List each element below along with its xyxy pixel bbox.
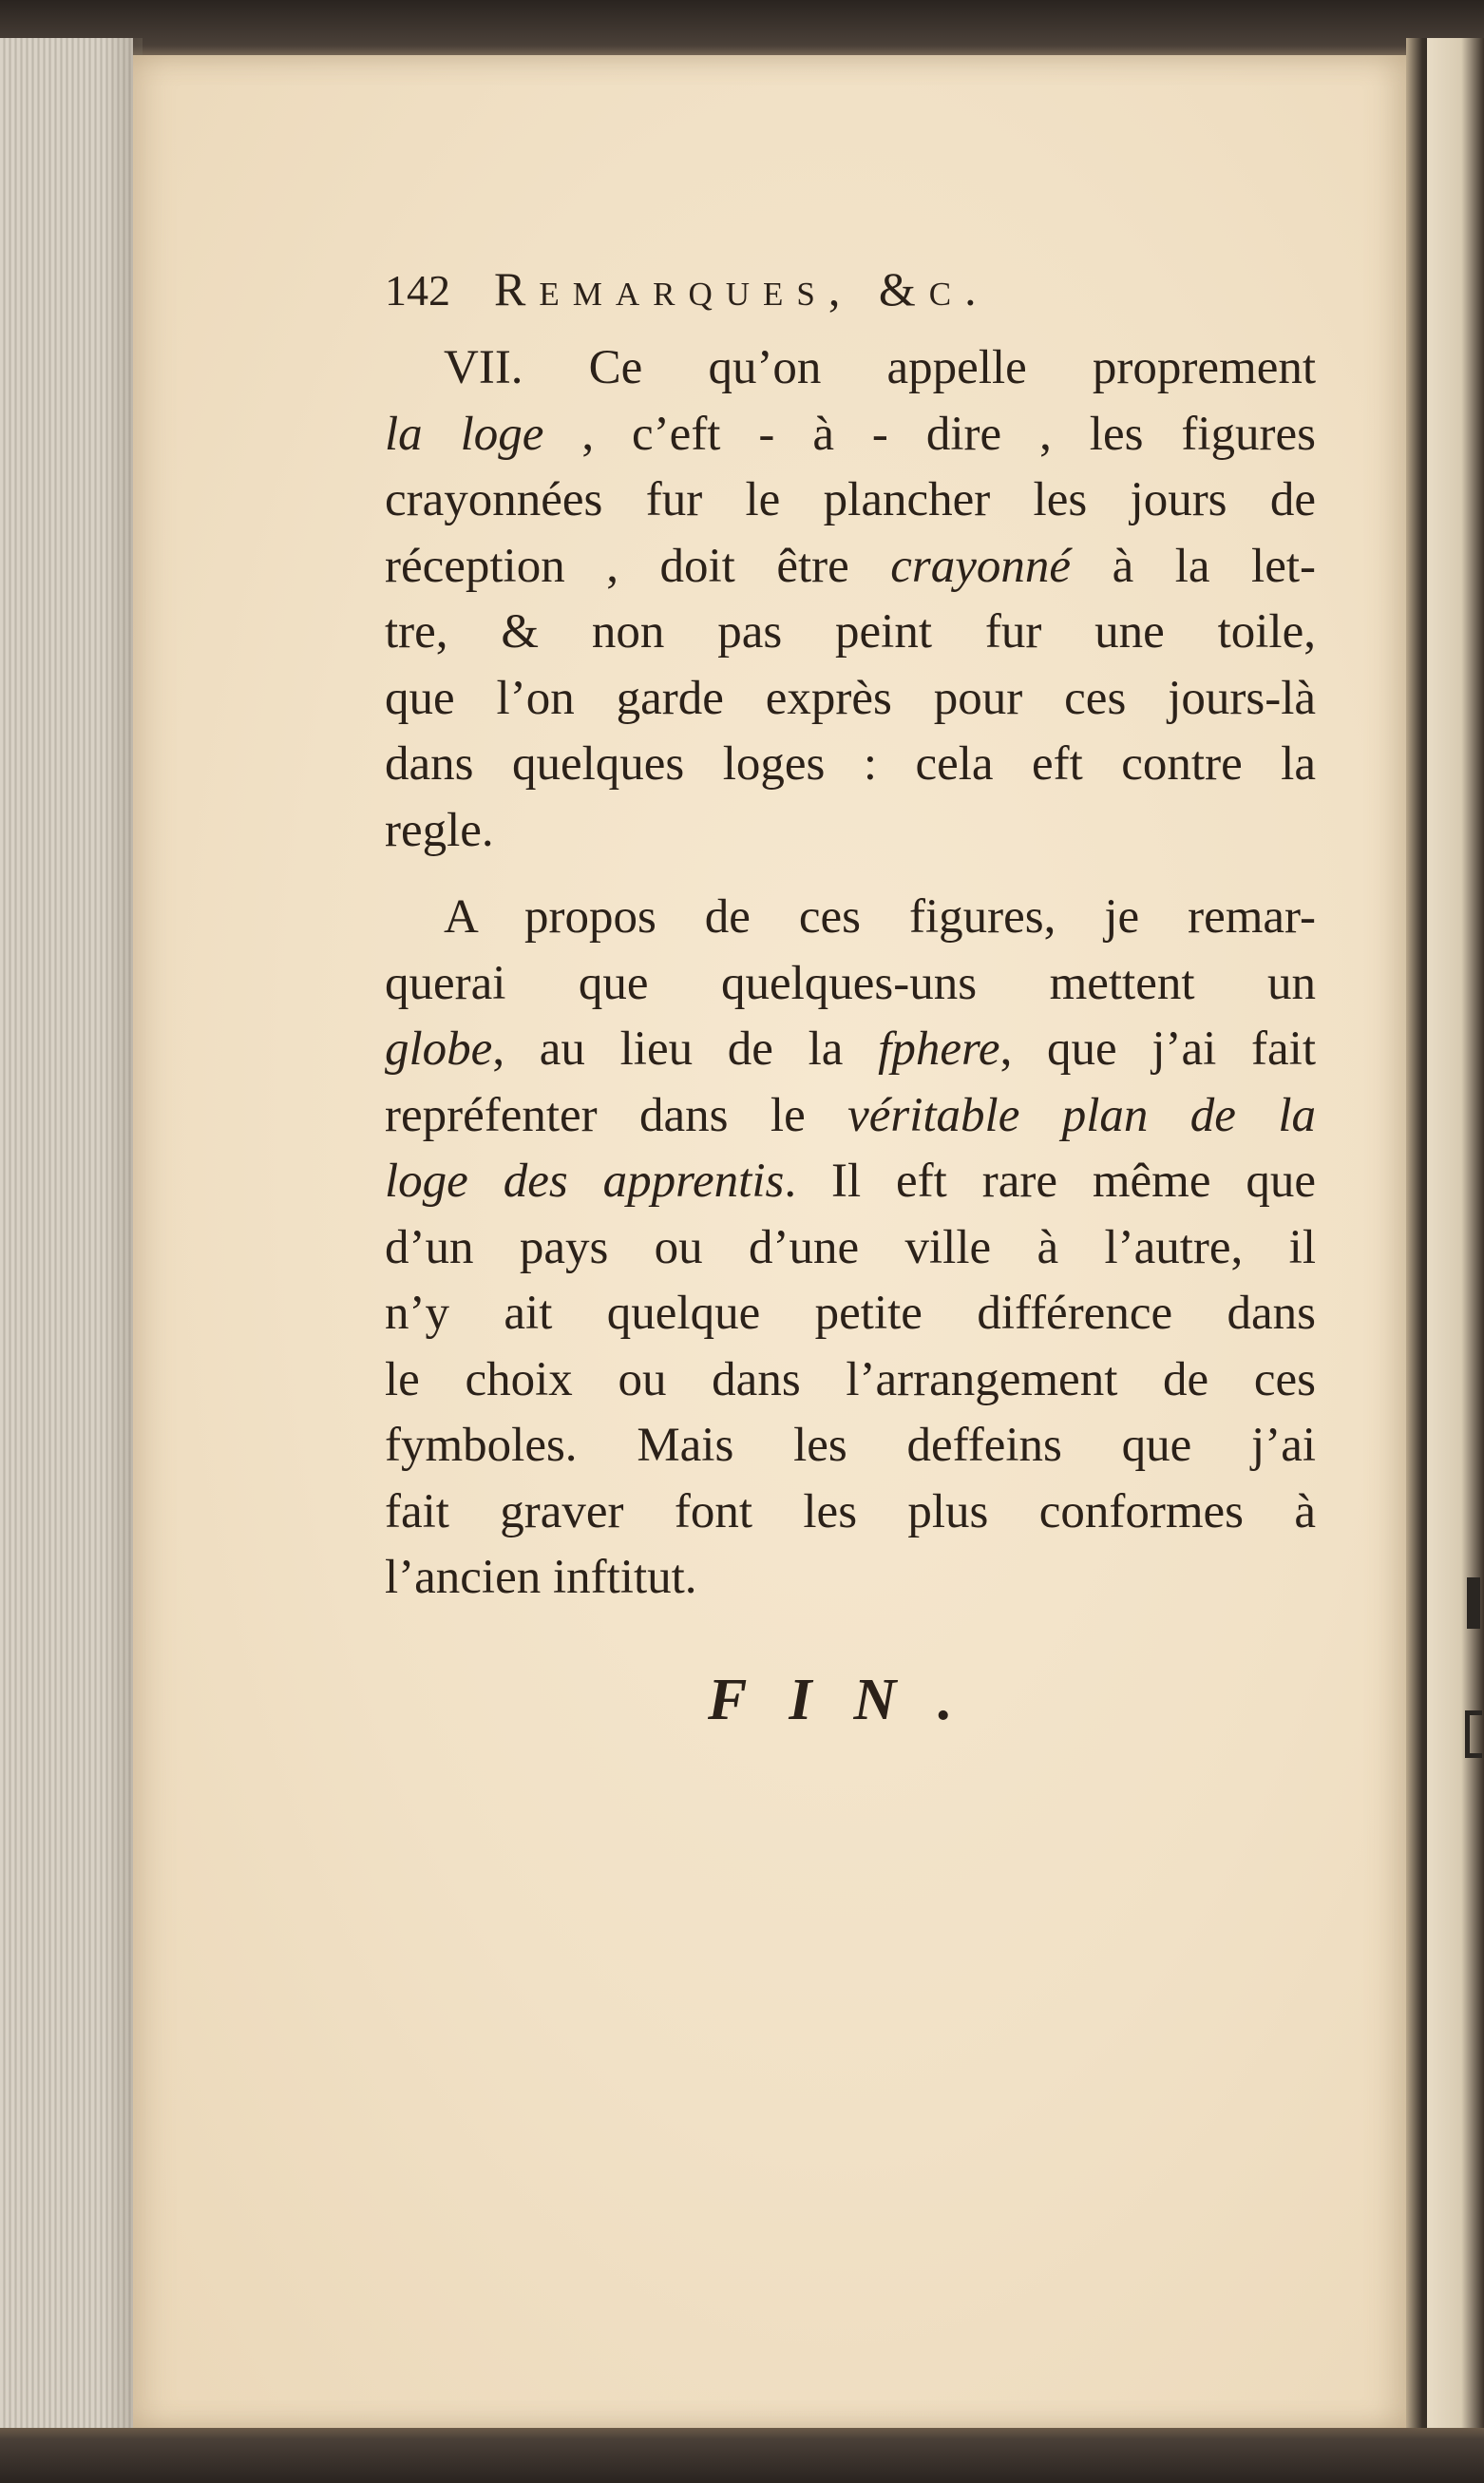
text-line: globe, au lieu de la fphere, que j’ai fait (385, 1022, 1316, 1076)
facing-page-mark-bottom (1465, 1710, 1482, 1758)
text-line: VII. Ce qu’on appelle proprement (444, 341, 1316, 394)
text-line: que l’on garde exprès pour ces jours-là (385, 671, 1316, 725)
facing-page-mark-top (1467, 1577, 1480, 1629)
page-text (385, 261, 1316, 1734)
running-head (385, 261, 1316, 330)
text-line: querai que quelques-uns mettent un (385, 956, 1316, 1010)
italic-term: globe (385, 1022, 493, 1076)
italic-term: la loge (385, 407, 544, 461)
text-line: réception , doit être crayonné à la let- (385, 539, 1316, 593)
text-line: l’ancien inftitut. (385, 1551, 697, 1604)
paragraph-gap (385, 864, 1316, 885)
text-line: regle. (385, 803, 494, 857)
book-cover-bottom (0, 2428, 1484, 2483)
page-number: 142 (385, 266, 450, 315)
text-line: fymboles. Mais les deffeins que j’ai (385, 1419, 1316, 1472)
text-line: A propos de ces figures, je remar- (444, 890, 1316, 944)
text-line: crayonnées fur le plancher les jours de (385, 473, 1316, 526)
text-line: loge des apprentis. Il eft rare même que (385, 1155, 1316, 1208)
italic-term: fphere (878, 1022, 1000, 1076)
running-title: Remarques, &c. (494, 262, 990, 315)
book-cover-top (0, 0, 1484, 57)
italic-term: loge des apprentis (385, 1155, 785, 1208)
paragraph-1 (385, 335, 1316, 864)
text-line: d’un pays ou d’une ville à l’autre, il (385, 1220, 1316, 1274)
text-line: fait graver font les plus conformes à (385, 1484, 1316, 1538)
text-line: n’y ait quelque petite différence dans (385, 1287, 1316, 1340)
text-line: repréfenter dans le véritable plan de la (385, 1088, 1316, 1142)
text-line: la loge , c’eft - à - dire , les figures (385, 407, 1316, 461)
text-line: dans quelques loges : cela eft contre la (385, 737, 1316, 791)
facing-page-marks (1463, 1577, 1484, 1777)
italic-term: véritable plan de la (847, 1088, 1316, 1142)
italic-term: crayonné (890, 539, 1072, 593)
text-line: tre, & non pas peint fur une toile, (385, 605, 1316, 659)
paragraph-2 (385, 885, 1316, 1612)
facing-page-edge (1427, 38, 1484, 2452)
fin-mark: FIN. (708, 1667, 995, 1732)
text-line: le choix ou dans l’arrangement de ces (385, 1352, 1316, 1406)
